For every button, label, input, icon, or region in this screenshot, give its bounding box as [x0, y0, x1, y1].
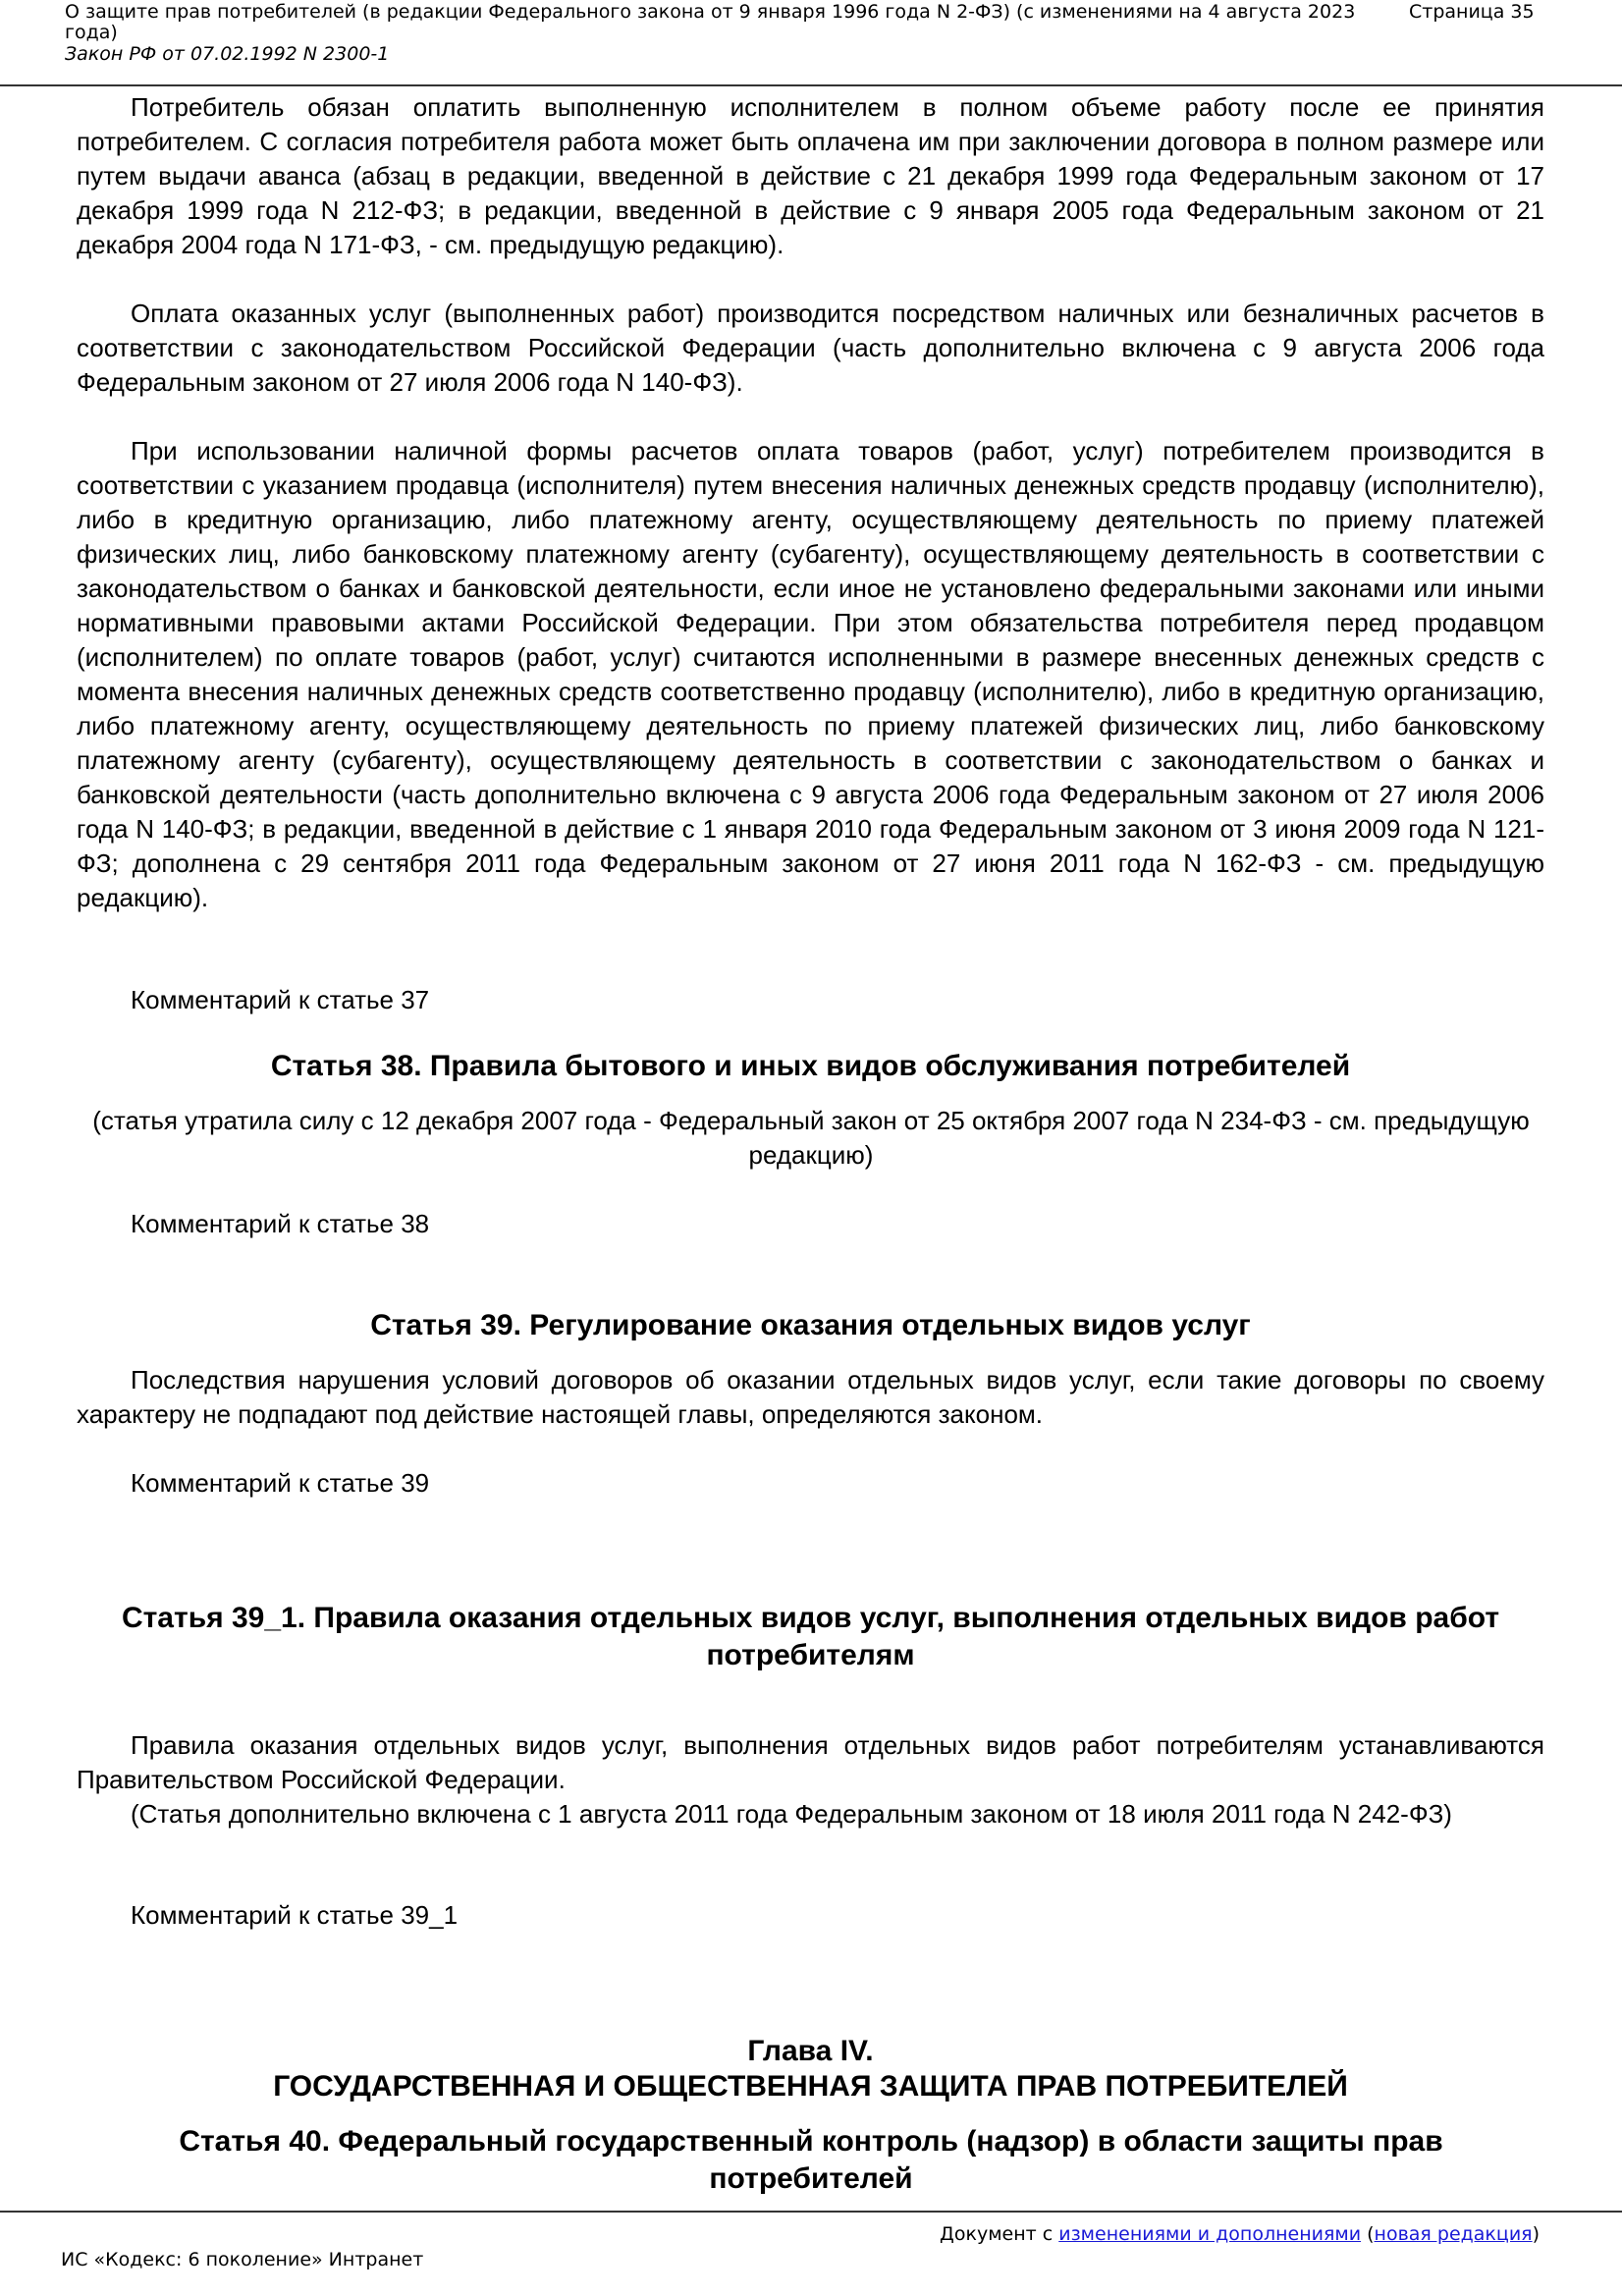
article-39-title: Статья 39. Регулирование оказания отдельных видов услуг	[370, 1309, 1251, 1341]
footer-document-status	[940, 2223, 1540, 2245]
paragraph-payment-methods: Оплата оказанных услуг (выполненных работ) производится посредством наличных или безналичных расчетов в соответствии с законодательством Российской Федерации (часть дополнительно включена с 9 августа 2006 года Федеральным законом от 27 июля 2006 года N 140-ФЗ).	[77, 299, 1544, 397]
chapter-number: Глава IV.	[747, 2035, 874, 2067]
new-edition-link[interactable]: новая редакция	[1374, 2223, 1533, 2245]
footer-doc-prefix: Документ с	[940, 2223, 1059, 2245]
footer-paren-open: (	[1361, 2223, 1375, 2245]
comment-article-37-link[interactable]: Комментарий к статье 37	[131, 985, 430, 1014]
comment-article-39-link[interactable]: Комментарий к статье 39	[131, 1468, 430, 1498]
paragraph-payment-obligation: Потребитель обязан оплатить выполненную исполнителем в полном объеме работу после ее принятия потребителем. С согласия потребителя работа может быть оплачена им при заключении договора в полном размере или путем выдачи аванса (абзац в редакции, введенной в действие с 21 декабря 1999 года Федеральным законом от 17 декабря 1999 года N 212-ФЗ; в редакции, введенной в действие с 9 января 2005 года Федеральным законом от 21 декабря 2004 года N 171-ФЗ, - см. предыдущую редакцию).	[77, 92, 1544, 259]
comment-article-38-link[interactable]: Комментарий к статье 38	[131, 1209, 430, 1238]
header-law-reference: Закон РФ от 07.02.1992 N 2300-1	[65, 43, 390, 65]
article-40-title: Статья 40. Федеральный государственный контроль (надзор) в области защиты прав потребителей	[179, 2125, 1443, 2195]
header-document-title: О защите прав потребителей (в редакции Федерального закона от 9 января 1996 года N 2-ФЗ) (с изменениями на 4 августа 2023 года)	[65, 1, 1356, 43]
article-38-repeal-note: (статья утратила силу с 12 декабря 2007 года - Федеральный закон от 25 октября 2007 года N 234-ФЗ - см. предыдущую редакцию)	[92, 1106, 1530, 1170]
footer-divider	[0, 2211, 1622, 2213]
page-number: Страница 35	[1409, 1, 1535, 23]
article-38-title: Статья 38. Правила бытового и иных видов обслуживания потребителей	[270, 1050, 1351, 1082]
article-39-1-title: Статья 39_1. Правила оказания отдельных видов услуг, выполнения отдельных видов работ потребителям	[121, 1602, 1500, 1671]
comment-article-39-1-link[interactable]: Комментарий к статье 39_1	[131, 1900, 459, 1930]
chapter-title: ГОСУДАРСТВЕННАЯ И ОБЩЕСТВЕННАЯ ЗАЩИТА ПРАВ ПОТРЕБИТЕЛЕЙ	[273, 2070, 1348, 2103]
changes-link[interactable]: изменениями и дополнениями	[1058, 2223, 1362, 2245]
article-39-1-note: (Статья дополнительно включена с 1 августа 2011 года Федеральным законом от 18 июля 2011 года N 242-ФЗ)	[131, 1799, 1452, 1829]
article-39-1-text: Правила оказания отдельных видов услуг, выполнения отдельных видов работ потребителям устанавливаются Правительством Российской Федерации.	[77, 1730, 1544, 1794]
header-divider	[0, 84, 1622, 86]
footer-paren-close: )	[1532, 2223, 1541, 2245]
article-39-text: Последствия нарушения условий договоров об оказании отдельных видов услуг, если такие договоры по своему характеру не подпадают под действие настоящей главы, определяются законом.	[77, 1365, 1544, 1429]
footer-system-name: ИС «Кодекс: 6 поколение» Интранет	[61, 2249, 424, 2270]
paragraph-cash-payment: При использовании наличной формы расчетов оплата товаров (работ, услуг) потребителем производится в соответствии с указанием продавца (исполнителя) путем внесения наличных денежных средств продавцу (исполнителю), либо в кредитную организацию, либо платежному агенту, осуществляющему деятельность по приему платежей физических лиц, либо банковскому платежному агенту (субагенту), осуществляющему деятельность в соответствии с законодательством о банках и банковской деятельности, если иное не установлено федеральными законами или иными нормативными правовыми актами Российской Федерации. При этом обязательства потребителя перед продавцом (исполнителем) по оплате товаров (работ, услуг) считаются исполненными в размере внесенных денежных средств с момента внесения наличных денежных средств соответственно продавцу (исполнителю), либо в кредитную организацию, либо платежному агенту, осуществляющему деятельность по приему платежей физических лиц, либо банковскому платежному агенту (субагенту), осуществляющему деятельность в соответствии с законодательством о банках и банковской деятельности (часть дополнительно включена с 9 августа 2006 года Федеральным законом от 27 июля 2006 года N 140-ФЗ; в редакции, введенной в действие с 1 января 2010 года Федеральным законом от 3 июня 2009 года N 121-ФЗ; дополнена с 29 сентября 2011 года Федеральным законом от 27 июня 2011 года N 162-ФЗ - см. предыдущую редакцию).	[77, 436, 1544, 912]
